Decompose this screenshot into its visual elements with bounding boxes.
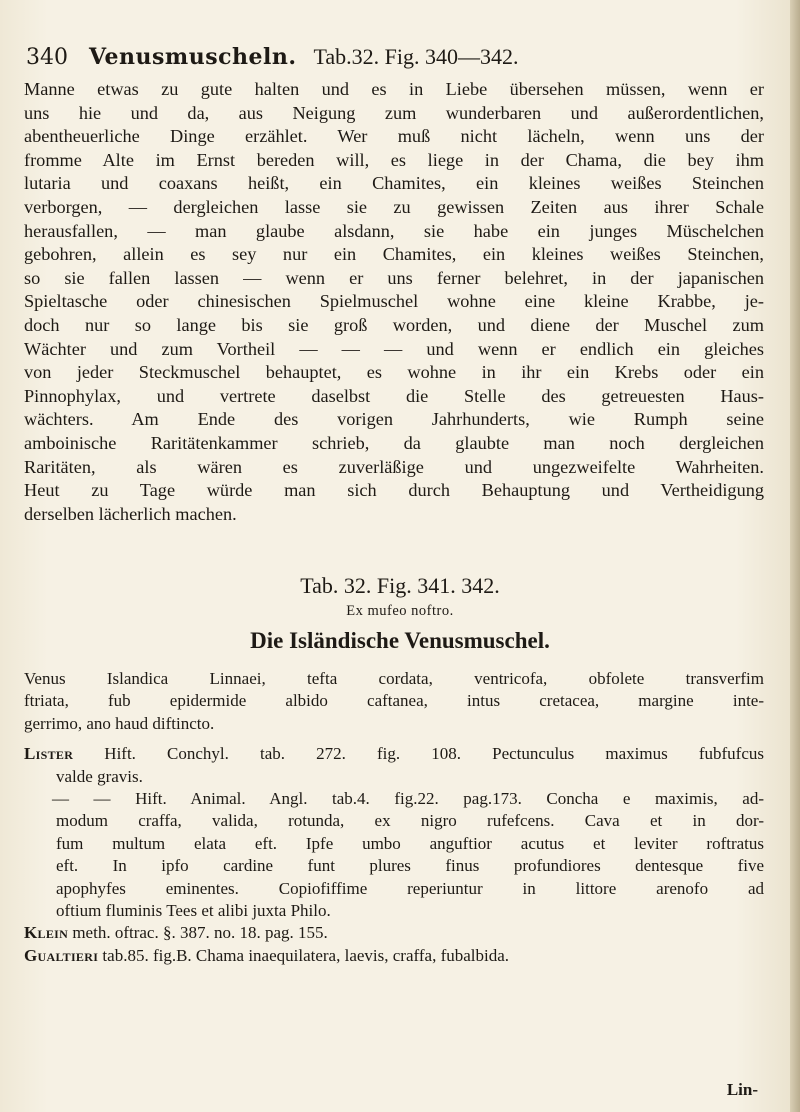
text-line: Raritäten, als wären es zuverläßige und ungezweifelte Wahrheiten. xyxy=(24,456,764,477)
reference-author: Lister xyxy=(24,744,74,764)
reference-continuation: oftium fluminis Tees et alibi juxta Philo. xyxy=(56,901,331,921)
text-line: Pinnophylax, und vertrete daselbst die Stelle des getreuesten Haus- xyxy=(24,385,764,406)
text-line: Manne etwas zu gute halten und es in Liebe übersehen müssen, wenn er xyxy=(24,79,764,99)
text-line: uns hie und da, aus Neigung zum wunderbaren und außerordentlichen, xyxy=(24,102,764,123)
page-header xyxy=(26,44,756,70)
text-line: lutaria und coaxans heißt, ein Chamites, ein kleines weißes Steinchen xyxy=(24,173,764,194)
text-line: doch nur so lange bis sie groß worden, und diene der Muschel zum xyxy=(24,314,764,335)
running-title: Venusmuscheln. xyxy=(89,44,297,70)
description-line: gerrimo, ano haud diftincto. xyxy=(24,713,215,733)
reference-author: Gualtieri xyxy=(24,945,99,965)
reference-continuation: fum multum elata eft. Ipfe umbo anguftior acutus et leviter roftratus xyxy=(56,833,764,853)
text-line: von jeder Steckmuschel behauptet, es wohne in ihr ein Krebs oder ein xyxy=(24,362,764,383)
species-description xyxy=(24,668,764,967)
reference-continuation: apophyfes eminentes. Copiofiffime reperiuntur in littore arenofo ad xyxy=(56,878,764,898)
reference-entry-lister-animal xyxy=(24,788,764,810)
section-heading: Die Isländische Venusmuschel. xyxy=(250,628,550,653)
text-line: amboinische Raritätenkammer schrieb, da glaubte man noch dergleichen xyxy=(24,432,764,453)
text-line: gebohren, allein es sey nur ein Chamites, ein kleines weißes Steinchen, xyxy=(24,244,764,265)
reference-text: tab.85. fig.B. Chama inaequilatera, laevis, craffa, fubalbida. xyxy=(102,945,510,965)
reference-text: Hift. Conchyl. tab. 272. fig. 108. Pectunculus maximus fubfufcus xyxy=(104,744,764,764)
section-figure-reference: Tab. 32. Fig. 341. 342. xyxy=(300,573,500,598)
text-line: Spieltasche oder chinesischen Spielmuschel wohne eine kleine Krabbe, je- xyxy=(24,291,764,312)
page-edge xyxy=(790,0,800,1112)
reference-continuation: valde gravis. xyxy=(56,766,143,786)
body-paragraph xyxy=(24,78,764,526)
page-number: 340 xyxy=(26,45,68,70)
text-line: derselben lächerlich machen. xyxy=(24,503,237,524)
description-line: Venus Islandica Linnaei, tefta cordata, ventricofa, obfolete transverfim xyxy=(24,669,764,688)
reference-text: Hift. Animal. Angl. tab.4. fig.22. pag.173. Concha e maximis, ad- xyxy=(135,789,764,809)
text-line: wächters. Am Ende des vorigen Jahrhunderts, wie Rumph seine xyxy=(24,409,764,430)
reference-entry-lister xyxy=(24,743,764,765)
text-line: Heut zu Tage würde man sich durch Behauptung und Vertheidigung xyxy=(24,480,764,501)
text-line: verborgen, — dergleichen lasse sie zu gewissen Zeiten aus ihrer Schale xyxy=(24,196,764,217)
section-source-note: Ex mufeo noftro. xyxy=(346,603,454,619)
text-line: abentheuerliche Dinge erzählet. Wer muß nicht lächeln, wenn uns der xyxy=(24,126,764,147)
description-line: ftriata, fub epidermide albido caftanea, intus cretacea, margine inte- xyxy=(24,691,764,711)
text-line: Wächter und zum Vortheil — — — und wenn er endlich ein gleiches xyxy=(24,338,764,359)
reference-entry-gualtieri xyxy=(24,945,764,967)
reference-entry-klein xyxy=(24,922,764,944)
figure-reference: Tab.32. Fig. 340—342. xyxy=(313,44,519,69)
text-line: so sie fallen lassen — wenn er uns ferner belehret, in der japanischen xyxy=(24,267,764,288)
catchword: Lin- xyxy=(726,1080,758,1099)
reference-text: meth. oftrac. §. 387. no. 18. pag. 155. xyxy=(72,923,328,943)
text-line: herausfallen, — man glaube alsdann, sie habe ein junges Müschelchen xyxy=(24,220,764,241)
text-line: fromme Alte im Ernst bereden will, es liege in der Chama, die bey ihm xyxy=(24,149,764,170)
reference-continuation: eft. In ipfo cardine funt plures finus profundiores dentesque five xyxy=(56,856,764,876)
reference-author: — — xyxy=(52,789,111,809)
reference-continuation: modum craffa, valida, rotunda, ex nigro rufefcens. Cava et in dor- xyxy=(56,811,764,831)
reference-author: Klein xyxy=(24,923,69,943)
